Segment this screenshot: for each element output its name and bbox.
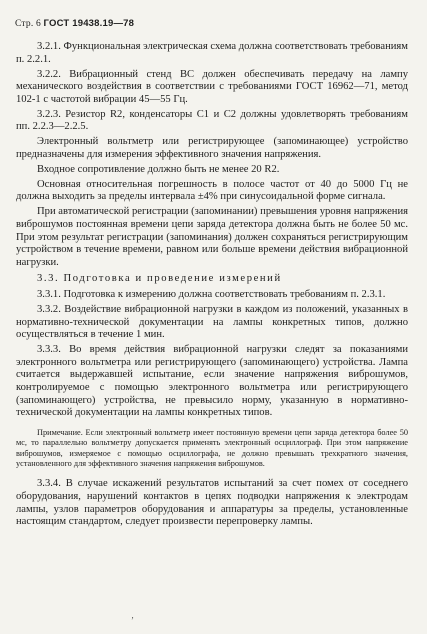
paragraph: Основная относительная погрешность в полосе частот от 40 до 5000 Гц не должна выходить за пределы интервала ±4% при синусоидальной форме сигнала. [16, 178, 408, 203]
section-heading: 3.3. Подготовка и проведение измерений [37, 273, 282, 285]
paragraph: 3.3.2. Воздействие вибрационной нагрузки в каждом из положений, указанных в нормативно-технической документации на лампы конкретных типов, должно осуществляться в течение 1 мин. [16, 304, 408, 341]
paragraph: Электронный вольтметр или регистрирующее (запоминающее) устройство предназначены для измерения эффективного значения напряжения. [16, 136, 408, 160]
note-paragraph: Примечание. Если электронный вольтметр имеет постоянную времени цепи заряда детектора более 50 мс, то параллельно вольтметру допускается применять электронный осциллограф. При этом напряжение виброшумов, измеряемое с помощью осциллографа, не должно превышать трехкратного значения, установленного для эффективного значения напряжения виброшумов. [16, 427, 408, 468]
document-body [16, 41, 408, 531]
page-number-label: Стр. 6 [15, 19, 41, 29]
paragraph: 3.3.3. Во время действия вибрационной нагрузки следят за показаниями электронного вольтметра или регистрирующего (запоминающего) устройства. Лампа считается выдержавшей испытание, если значение напряжения виброшумов, контролируемое с помощью электронного вольтметра или регистрирующего (запоминающего) устройства, не превысило норму, указанную в нормативно-технической документации на лампы конкретных типов. [16, 344, 408, 419]
page-header [15, 18, 134, 29]
page-mark: ‚ [131, 610, 134, 620]
paragraph: 3.3.4. В случае искажений результатов испытаний за счет помех от соседнего оборудования, нарушений контактов в цепях подводки напряжения к электродам лампы, узлов параметров оборудования и аппаратуры за пределы, установленные настоящим стандартом, следует произвести перепроверку лампы. [16, 478, 408, 528]
standard-code: ГОСТ 19438.19—78 [43, 18, 135, 29]
paragraph: 3.2.3. Резистор R2, конденсаторы C1 и C2 должны удовлетворять требованиям пп. 2.2.3—2.2.5. [16, 108, 408, 133]
paragraph: 3.2.2. Вибрационный стенд ВС должен обеспечивать передачу на лампу механического воздействия в соответствии с требованиями ГОСТ 16962—71, метод 102-1 с частотой вибрации 45—55 Гц. [16, 68, 408, 105]
paragraph: 3.2.1. Функциональная электрическая схема должна соответствовать требованиям п. 2.2.1. [16, 41, 408, 65]
paragraph: При автоматической регистрации (запоминании) превышения уровня напряжения виброшумов постоянная времени цепи заряда детектора должна быть не более 50 мс. При этом результат регистрации (запоминания) должен сохраняться регистрирующим устройством в течение времени, равном или больше времени действия вибрационной нагрузки. [16, 206, 408, 268]
paragraph: Входное сопротивление должно быть не менее 20 R2. [37, 163, 280, 175]
paragraph: 3.3.1. Подготовка к измерению должна соответствовать требованиям п. 2.3.1. [37, 289, 386, 301]
